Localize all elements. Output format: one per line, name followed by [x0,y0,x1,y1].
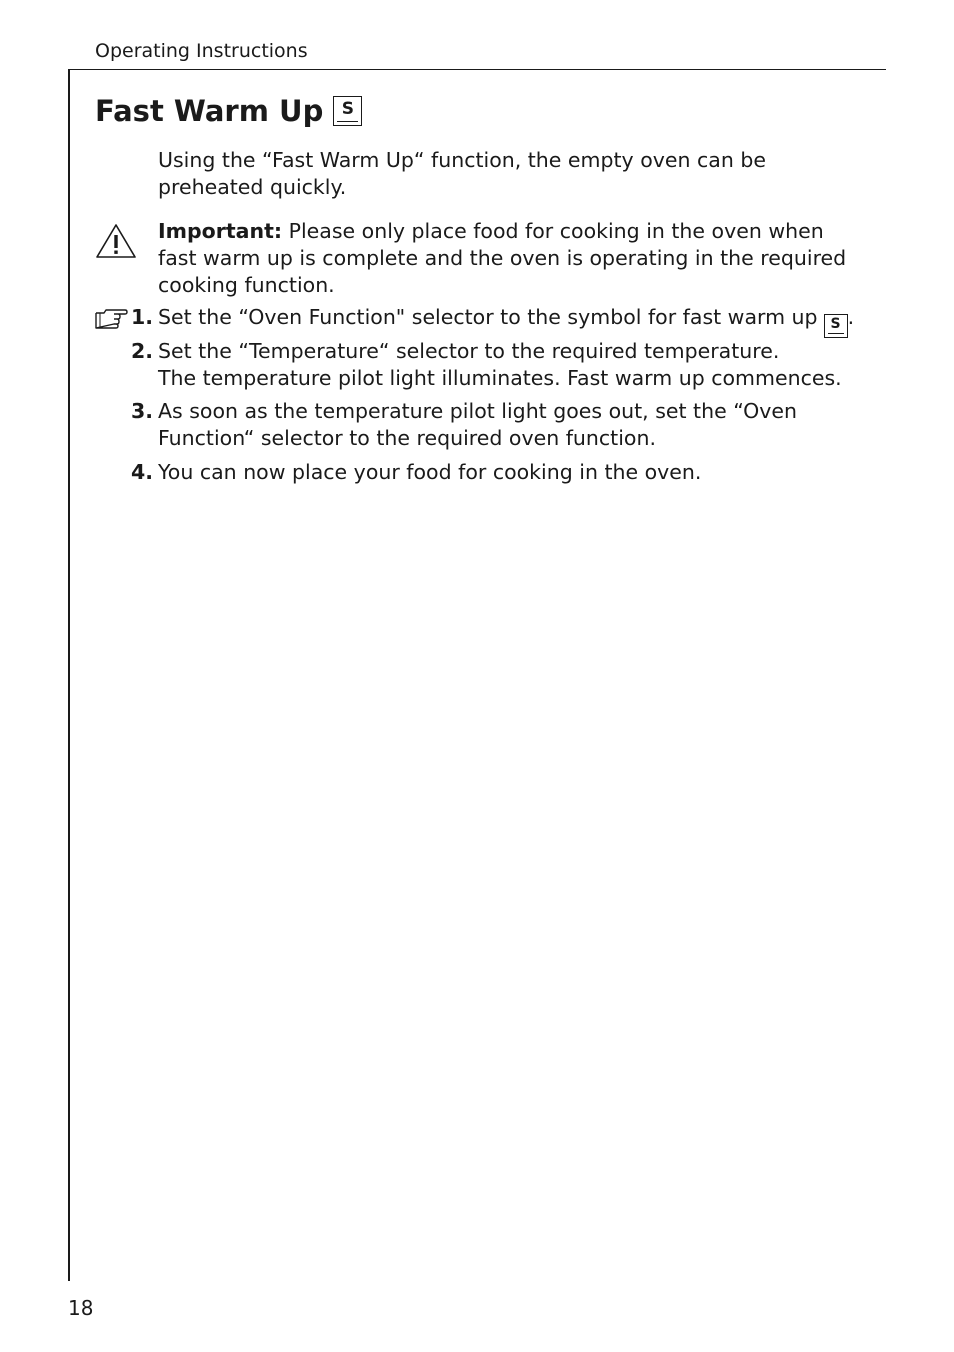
important-label: Important: [158,219,283,243]
header-rule [68,69,886,70]
page-number: 18 [68,1296,94,1320]
step-text: Set the “Oven Function" selector to the symbol for fast warm up [158,305,818,329]
step-detail-text: The temperature pilot light illuminates. Fast warm up commences. [158,366,842,390]
step-2 [131,338,868,392]
step-number: 4. [131,460,154,484]
step-number: 3. [131,399,154,423]
important-text: Please only place food for cooking in the oven when fast warm up is complete and the oven is operating in the required cooking function. [158,219,847,297]
step-text: Set the “Temperature“ selector to the required temperature. [158,339,780,363]
section-title-text: Fast Warm Up [95,94,324,128]
step-text: You can now place your food for cooking in the oven. [158,460,702,484]
warning-triangle-icon [94,222,138,260]
fast-warm-up-symbol-icon: S [824,314,848,338]
step-number: 2. [131,339,154,363]
step-4 [131,459,868,486]
step-1 [131,304,868,338]
step-3 [131,398,868,452]
step-suffix: . [847,305,855,329]
step-number: 1. [131,305,154,329]
margin-rule [68,69,70,1281]
step-text: As soon as the temperature pilot light goes out, set the “Oven Function“ selector to the required oven function. [158,399,797,450]
intro-paragraph: Using the “Fast Warm Up“ function, the empty oven can be preheated quickly. [158,148,766,199]
important-note [158,218,868,299]
fast-warm-up-symbol-icon: S [333,96,362,126]
section-title [95,94,362,128]
pointing-hand-icon [94,307,128,329]
running-head: Operating Instructions [95,40,308,62]
